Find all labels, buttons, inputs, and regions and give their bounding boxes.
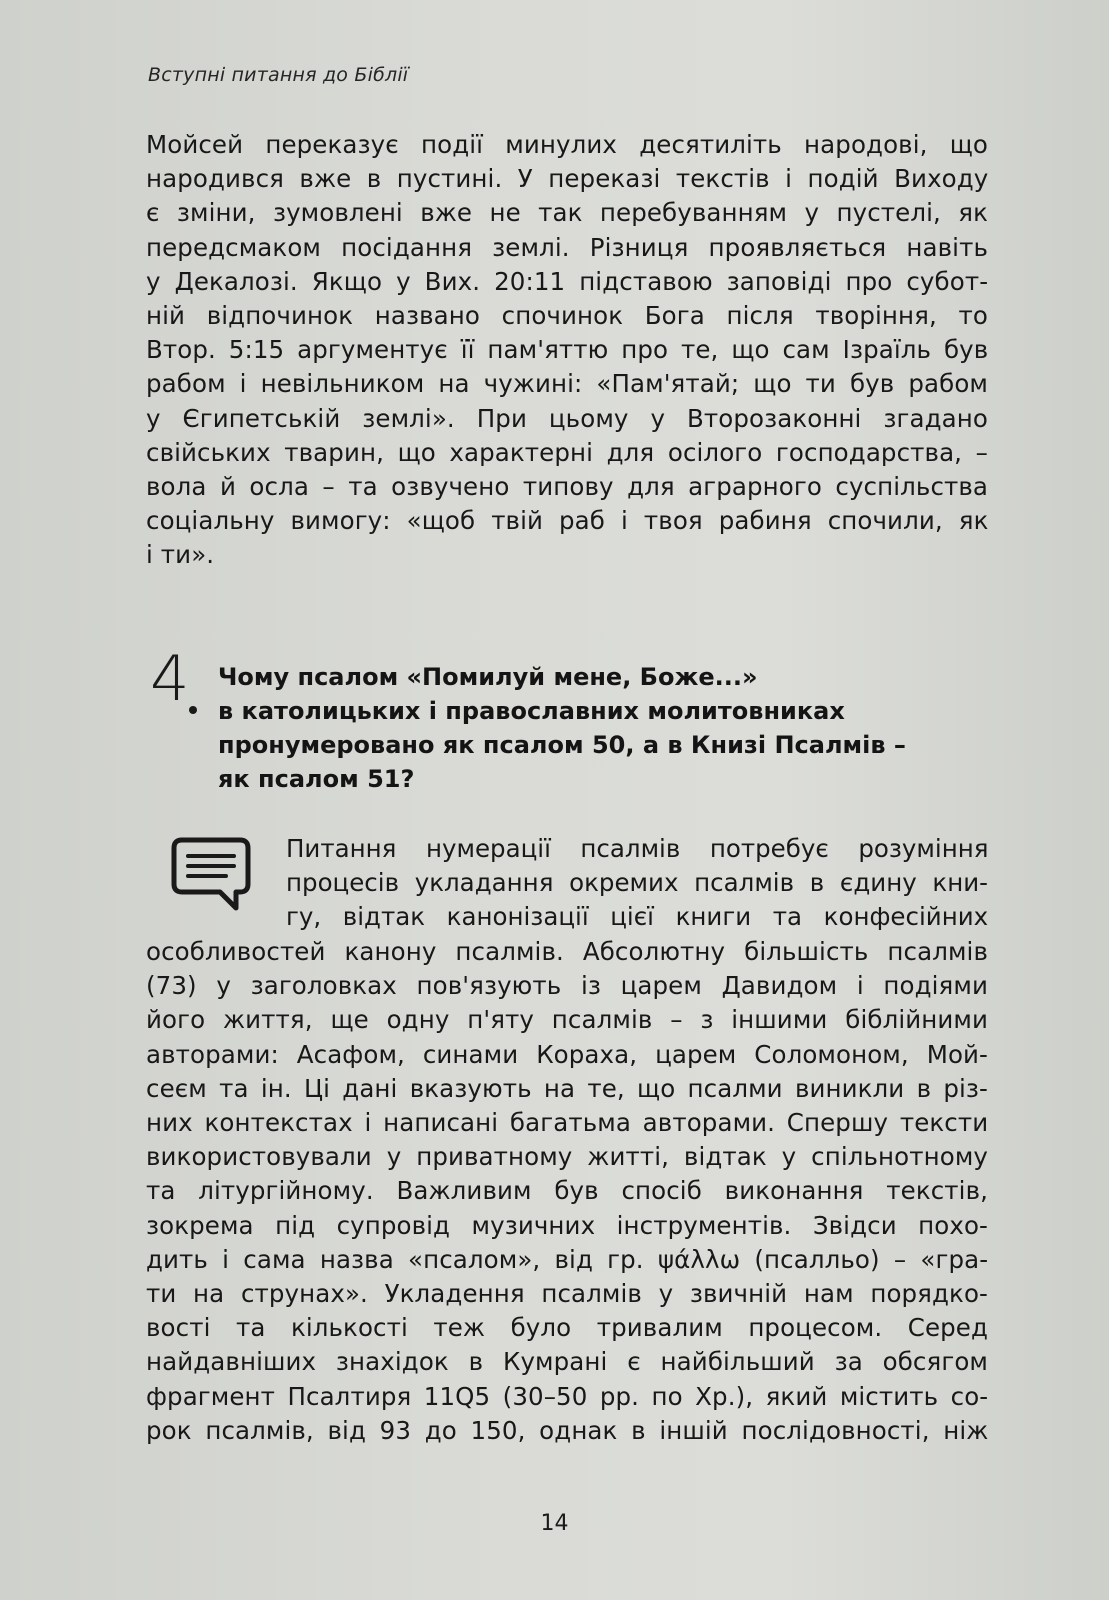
text-line: є зміни, зумовлені вже не так перебуванням у пустелі, як xyxy=(146,198,988,228)
question-title-line: в католицьких і православних молитовниках xyxy=(218,697,845,725)
text-line: гу, відтак канонізації цієї книги та конфесійних xyxy=(286,902,989,932)
answer-paragraph xyxy=(146,935,988,1448)
paragraph-1 xyxy=(146,128,988,573)
text-line: у Єгипетській землі». При цьому у Второзаконні згадано xyxy=(146,403,988,433)
text-line: (73) у заголовках пов'язують із царем Давидом і подіями xyxy=(146,971,988,1001)
text-line: зокрема під супровід музичних інструментів. Звідси похо- xyxy=(146,1210,988,1240)
question-title-line: Чому псалом «Помилуй мене, Боже...» xyxy=(218,663,758,691)
answer-lead xyxy=(286,832,988,935)
text-line: вола й осла – та озвучено типову для аграрного суспільства xyxy=(146,472,989,502)
text-line: народився вже в пустині. У переказі текстів і подій Виходу xyxy=(146,164,989,194)
text-line: у Декалозі. Якщо у Вих. 20:11 підставою заповіді про субот- xyxy=(146,266,989,296)
text-line: вості та кількості теж було тривалим процесом. Серед xyxy=(146,1313,988,1343)
text-line: і ти». xyxy=(146,540,215,570)
text-line: дить і сама назва «псалом», від гр. ψάλλω (псалльо) – «гра- xyxy=(146,1244,989,1274)
text-line: ти на струнах». Укладення псалмів у звичній нам порядко- xyxy=(146,1279,988,1309)
text-line: процесів укладання окремих псалмів в єдину кни- xyxy=(286,868,988,898)
text-line: авторами: Асафом, синами Кораха, царем Соломоном, Мой- xyxy=(146,1039,988,1069)
page-number: 14 xyxy=(540,1511,569,1536)
text-line: соціальну вимогу: «щоб твій раб і твоя рабиня спочили, як xyxy=(146,506,989,536)
question-title xyxy=(218,660,988,796)
text-line: Втор. 5:15 аргументує її пам'яттю про те, що сам Ізраїль був xyxy=(146,335,989,365)
text-line: найдавніших знахідок в Кумрані є найбільший за обсягом xyxy=(146,1347,988,1377)
text-line: Мойсей переказує події минулих десятиліть народові, що xyxy=(146,130,988,159)
text-line: рок псалмів, від 93 до 150, однак в іншій послідовності, ніж xyxy=(146,1415,989,1445)
text-line: фрагмент Псалтиря 11Q5 (30–50 рр. по Хр.), який містить со- xyxy=(146,1381,989,1411)
text-line: свійських тварин, що характерні для осілого господарства, – xyxy=(146,437,989,467)
running-header: Вступні питання до Біблії xyxy=(148,64,409,86)
text-line: рабом і невільником на чужині: «Пам'ятай; що ти був рабом xyxy=(146,369,988,399)
question-title-line: як псалом 51? xyxy=(218,765,415,793)
text-line: ній відпочинок названо спочинок Бога після творіння, то xyxy=(146,301,988,331)
text-line: особливостей канону псалмів. Абсолютну більшість псалмів xyxy=(146,937,988,966)
text-line: використовували у приватному житті, відтак у спільнотному xyxy=(146,1142,989,1172)
text-line: та літургійному. Важливим був спосіб виконання текстів, xyxy=(146,1176,988,1206)
question-title-line: пронумеровано як псалом 50, а в Книзі Псалмів – xyxy=(218,731,906,759)
text-line: сеєм та ін. Ці дані вказують на те, що псалми виникли в різ- xyxy=(146,1073,988,1103)
text-line: них контекстах і написані багатьма авторами. Спершу тексти xyxy=(146,1108,989,1138)
text-line: його життя, ще одну п'яту псалмів – з іншими біблійними xyxy=(146,1005,988,1035)
question-number: 4 xyxy=(150,642,190,715)
text-line: передсмаком посідання землі. Різниця проявляється навіть xyxy=(146,232,988,262)
text-line: Питання нумерації псалмів потребує розуміння xyxy=(286,834,989,863)
question-number-dot xyxy=(189,706,197,714)
speech-bubble-icon xyxy=(170,836,252,912)
